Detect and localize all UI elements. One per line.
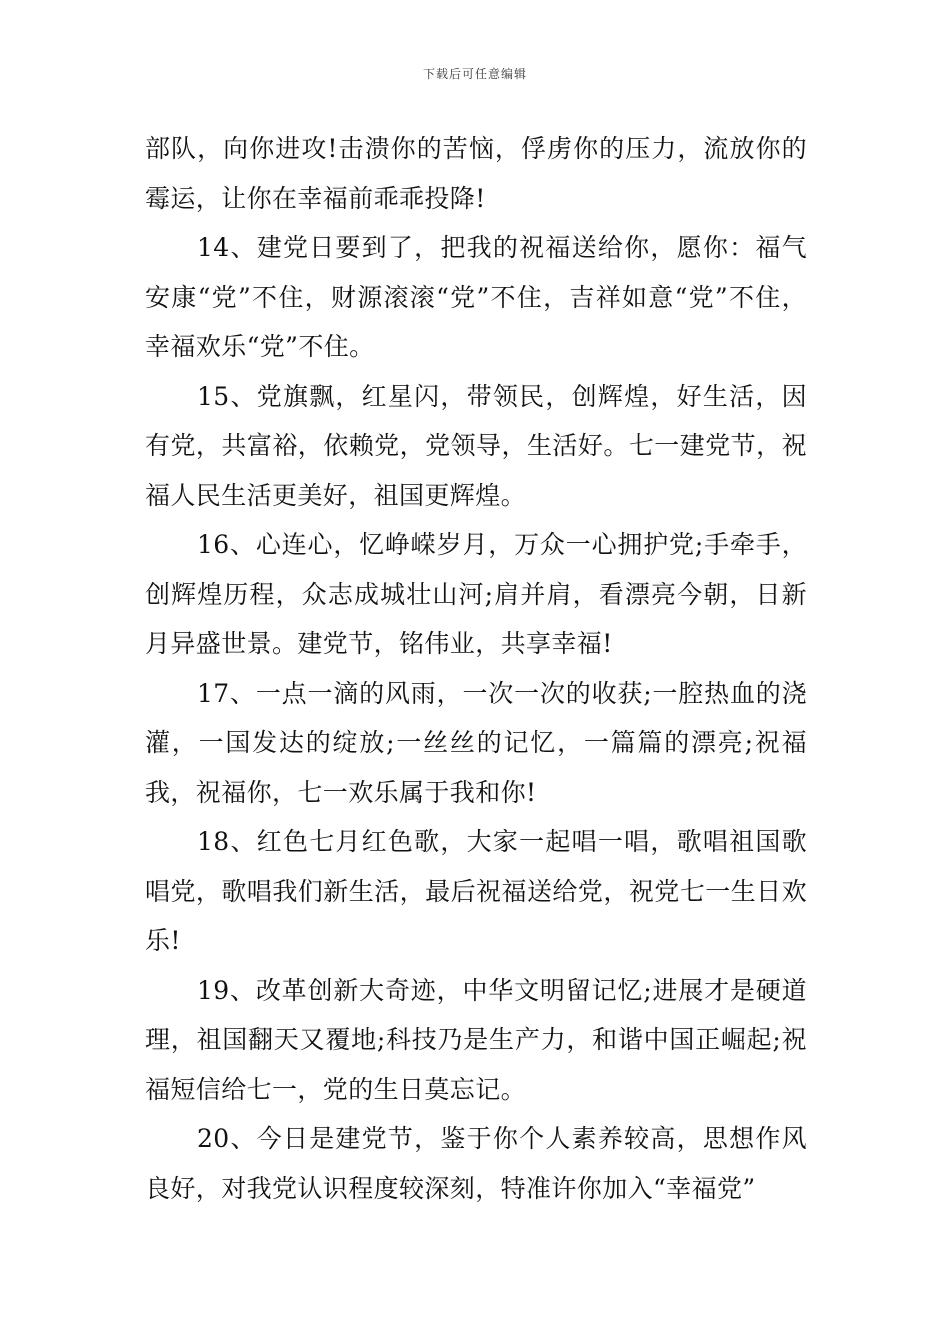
paragraph-17: 17、一点一滴的风雨，一次一次的收获;一腔热血的浇灌，一国发达的绽放;一丝丝的记忆，一篇篇的漂亮;祝福我，祝福你，七一欢乐属于我和你!	[145, 678, 807, 807]
paragraph-18: 18、红色七月红色歌，大家一起唱一唱，歌唱祖国歌唱党，歌唱我们新生活，最后祝福送给党，祝党七一生日欢乐!	[145, 827, 807, 955]
paragraph-16: 16、心连心，忆峥嵘岁月，万众一心拥护党;手牵手，创辉煌历程，众志成城壮山河;肩并肩，看漂亮今朝，日新月异盛世景。建党节，铭伟业，共享幸福!	[145, 530, 807, 658]
paragraph-14: 14、建党日要到了，把我的祝福送给你，愿你：福气安康“党”不住，财源滚滚“党”不住，吉祥如意“党”不住，幸福欢乐“党”不住。	[145, 233, 807, 361]
document-body	[145, 124, 807, 1213]
paragraph-19: 19、改革创新大奇迹，中华文明留记忆;进展才是硬道理，祖国翻天又覆地;科技乃是生产力，和谐中国正崛起;祝福短信给七一，党的生日莫忘记。	[145, 975, 807, 1104]
paragraph-continuation: 部队，向你进攻!击溃你的苦恼，俘虏你的压力，流放你的霉运，让你在幸福前乖乖投降!	[145, 134, 807, 213]
page-header: 下载后可任意编辑	[422, 67, 527, 81]
paragraph-15: 15、党旗飘，红星闪，带领民，创辉煌，好生活，因有党，共富裕，依赖党，党领导，生活好。七一建党节，祝福人民生活更美好，祖国更辉煌。	[145, 381, 807, 510]
paragraph-20: 20、今日是建党节，鉴于你个人素养较高，思想作风良好，对我党认识程度较深刻，特准许你加入“幸福党”	[145, 1124, 807, 1203]
